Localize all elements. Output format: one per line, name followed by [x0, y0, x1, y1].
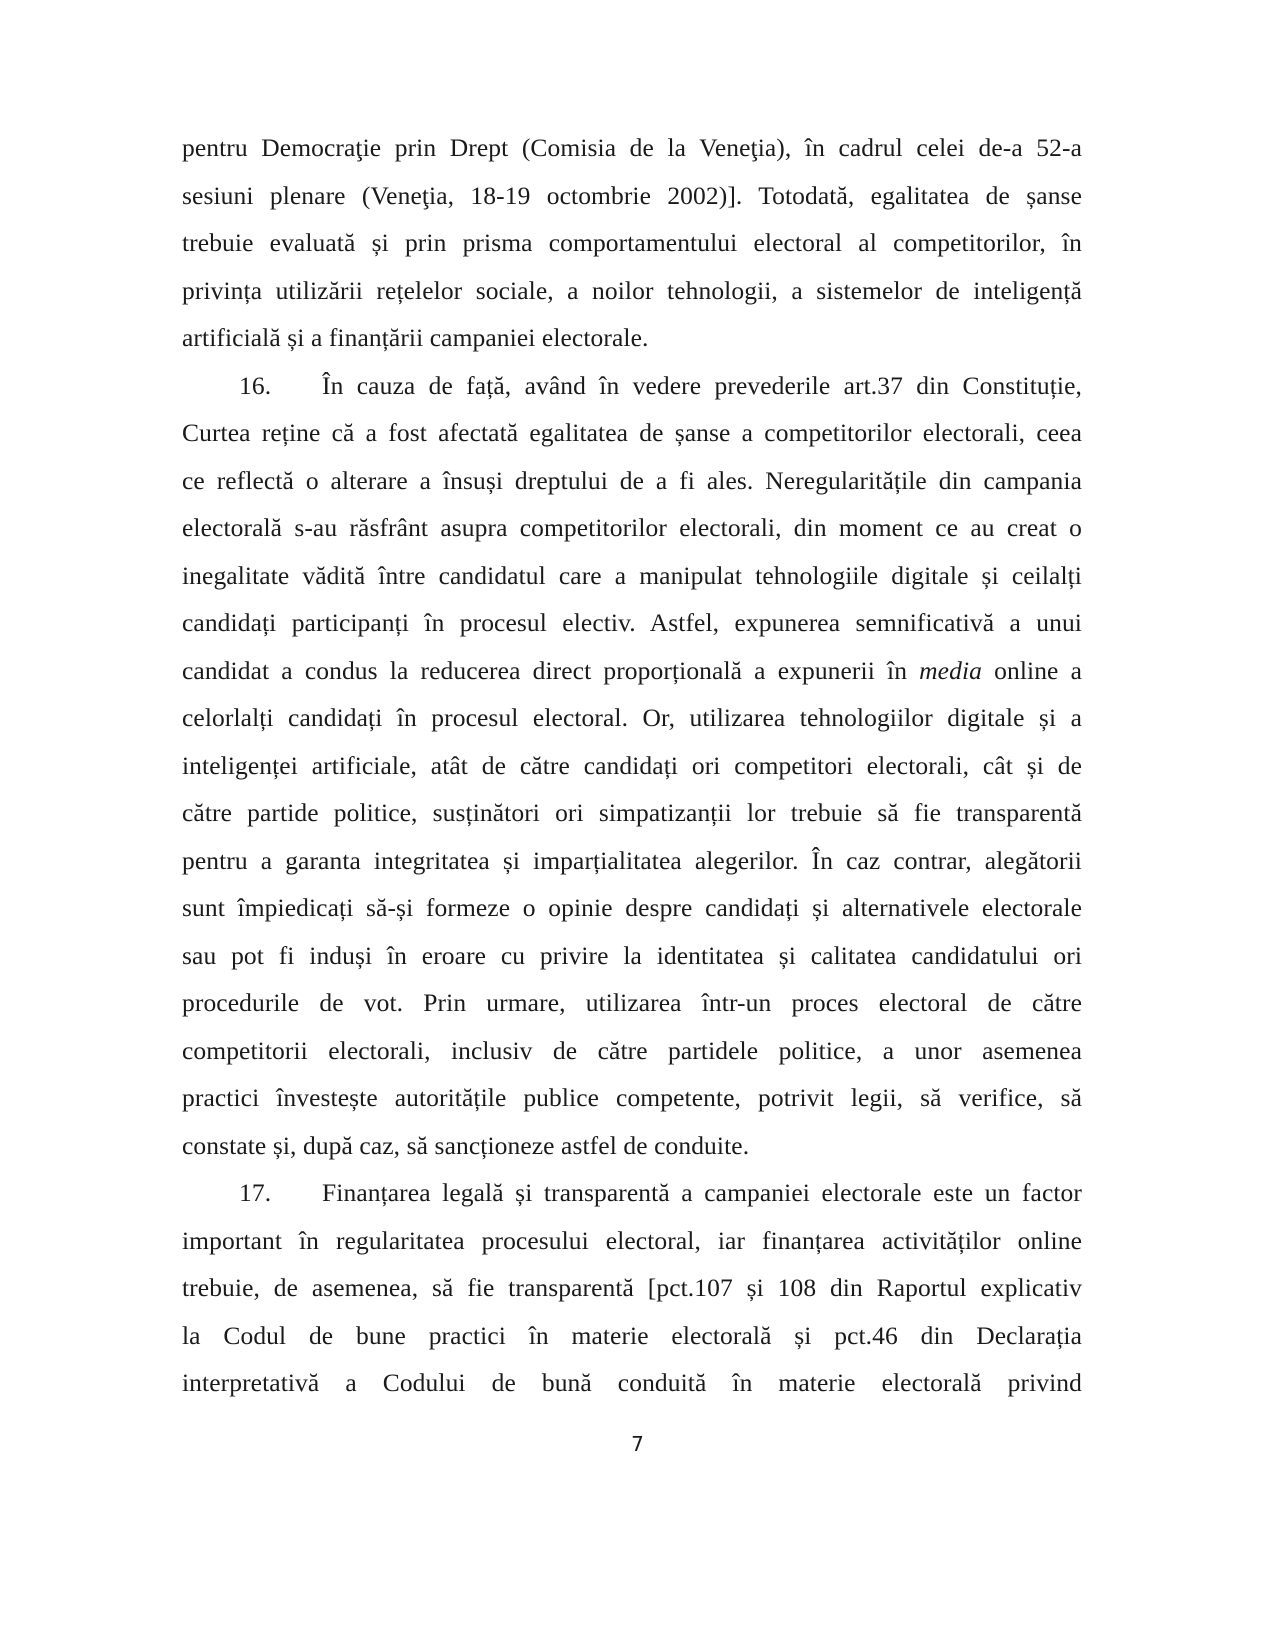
text-line: celorlalți candidați în procesul electoral. Or, utilizarea tehnologiilor digitale și a	[182, 703, 1082, 732]
text-line: artificială și a finanțării campaniei electorale.	[182, 323, 649, 352]
text-line: important în regularitatea procesului electoral, iar finanțarea activităților online	[182, 1225, 1082, 1255]
text-line: trebuie evaluată și prin prisma comportamentului electoral al competitorilor, în	[182, 228, 1082, 257]
paragraph-number: 16.	[239, 370, 272, 400]
text-line: la Codul de bune practici în materie electorală și pct.46 din Declarația	[182, 1320, 1082, 1350]
text-line: privința utilizării rețelelor sociale, a noilor tehnologii, a sistemelor de inteligență	[182, 275, 1082, 305]
text-segment: candidat a condus la reducerea direct proporțională a expunerii în	[182, 655, 920, 685]
text-line: Curtea reține că a fost afectată egalitatea de șanse a competitorilor electorali, ceea	[182, 418, 1082, 447]
text-line: sunt împiedicați să-și formeze o opinie despre candidați și alternativele electorale	[182, 893, 1082, 922]
text-line: constate și, după caz, să sancționeze astfel de conduite.	[182, 1130, 750, 1160]
text-line: sau pot fi induși în eroare cu privire la identitatea și calitatea candidatului ori	[182, 940, 1082, 970]
text-line: sesiuni plenare (Veneţia, 18-19 octombrie 2002)]. Totodată, egalitatea de șanse	[182, 180, 1082, 210]
italic-term: media	[919, 655, 982, 685]
text-line: pentru a garanta integritatea și imparțialitatea alegerilor. În caz contrar, alegătorii	[182, 845, 1082, 875]
text-segment: online a	[982, 655, 1082, 685]
paragraph-first-line	[182, 362, 1082, 410]
text-line: electorală s-au răsfrânt asupra competitorilor electorali, din moment ce au creat o	[182, 513, 1082, 542]
paragraph-17	[182, 1169, 1082, 1407]
text-line	[182, 647, 1082, 695]
text-line: inegalitate vădită între candidatul care a manipulat tehnologiile digitale și ceilalți	[182, 560, 1082, 590]
text-line: pentru Democraţie prin Drept (Comisia de la Veneţia), în cadrul celei de-a 52-a	[182, 133, 1082, 162]
text-line: În cauza de față, având în vedere prevederile art.37 din Constituție,	[322, 370, 1082, 400]
page-number: 7	[631, 1432, 644, 1456]
text-line: inteligenței artificiale, atât de către candidați ori competitori electorali, cât și de	[182, 750, 1082, 780]
text-line: competitorii electorali, inclusiv de către partidele politice, a unor asemenea	[182, 1035, 1082, 1065]
document-body	[182, 124, 1082, 1407]
text-line: procedurile de vot. Prin urmare, utilizarea într-un proces electoral de către	[182, 988, 1082, 1017]
paragraph-number: 17.	[239, 1178, 272, 1207]
text-line: ce reflectă o alterare a însuși dreptului de a fi ales. Neregularitățile din campania	[182, 465, 1082, 495]
paragraph-first-line	[182, 1169, 1082, 1217]
paragraph-16	[182, 362, 1082, 1170]
text-line: către partide politice, susținători ori simpatizanții lor trebuie să fie transparentă	[182, 798, 1082, 827]
text-line: Finanțarea legală și transparentă a campaniei electorale este un factor	[322, 1178, 1082, 1207]
text-line: candidați participanți în procesul electiv. Astfel, expunerea semnificativă a unui	[182, 608, 1082, 637]
paragraph-continuation	[182, 124, 1082, 362]
text-line: practici învestește autoritățile publice competente, potrivit legii, să verifice, să	[182, 1083, 1082, 1112]
text-line: trebuie, de asemenea, să fie transparentă [pct.107 și 108 din Raportul explicativ	[182, 1273, 1082, 1302]
text-line: interpretativă a Codului de bună conduită în materie electorală privind	[182, 1368, 1082, 1397]
